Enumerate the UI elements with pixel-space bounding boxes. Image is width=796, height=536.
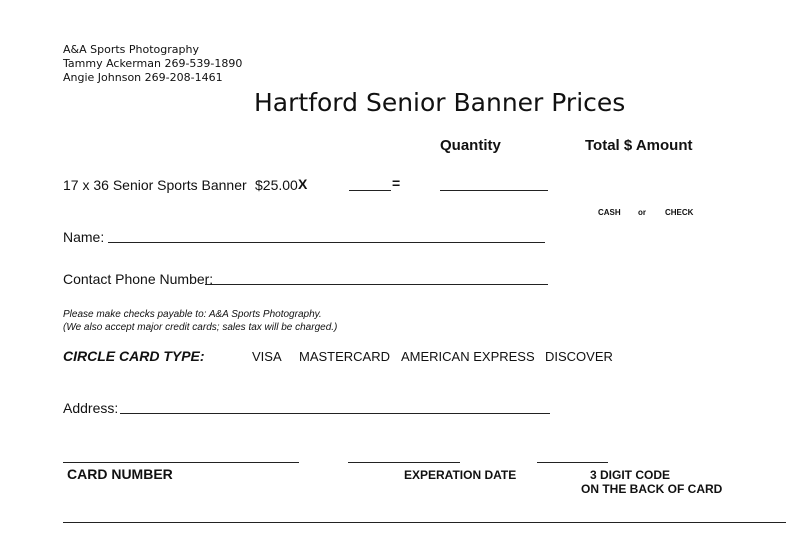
multiply-sign: X <box>298 176 308 192</box>
item-price: $25.00 <box>255 177 298 193</box>
card-type-american-express[interactable]: AMERICAN EXPRESS <box>401 349 535 364</box>
item-name: 17 x 36 Senior Sports Banner <box>63 177 247 193</box>
name-field[interactable] <box>108 242 545 243</box>
contact-tammy: Tammy Ackerman 269-539-1890 <box>63 57 243 70</box>
total-amount-blank[interactable] <box>440 190 548 191</box>
card-type-mastercard[interactable]: MASTERCARD <box>299 349 391 364</box>
quantity-blank[interactable] <box>349 190 391 191</box>
security-code-location-label: ON THE BACK OF CARD <box>581 482 723 496</box>
credit-card-note: (We also accept major credit cards; sales tax will be charged.) <box>63 322 338 333</box>
address-field[interactable] <box>120 413 550 414</box>
cash-option: CASH <box>598 208 621 217</box>
bottom-divider <box>63 522 786 523</box>
total-amount-heading: Total $ Amount <box>585 137 693 154</box>
address-label: Address: <box>63 400 119 416</box>
phone-field[interactable] <box>205 284 548 285</box>
page-title: Hartford Senior Banner Prices <box>254 88 626 117</box>
or-text: or <box>638 208 646 217</box>
phone-label: Contact Phone Number: <box>63 271 214 287</box>
card-number-field[interactable] <box>63 462 299 463</box>
expiration-date-field[interactable] <box>348 462 460 463</box>
card-type-discover[interactable]: DISCOVER <box>545 349 613 364</box>
contact-angie: Angie Johnson 269-208-1461 <box>63 71 223 84</box>
card-type-label: CIRCLE CARD TYPE: <box>63 348 205 364</box>
quantity-heading: Quantity <box>440 137 501 154</box>
company-name: A&A Sports Photography <box>63 43 199 56</box>
name-label: Name: <box>63 229 105 245</box>
security-code-field[interactable] <box>537 462 608 463</box>
check-option: CHECK <box>665 208 694 217</box>
security-code-label: 3 DIGIT CODE <box>590 468 671 482</box>
check-payable-note: Please make checks payable to: A&A Sports Photography. <box>63 309 322 320</box>
card-number-label: CARD NUMBER <box>67 466 173 482</box>
expiration-date-label: EXPERATION DATE <box>404 468 517 482</box>
equals-sign: = <box>392 175 401 191</box>
card-type-visa[interactable]: VISA <box>252 349 282 364</box>
